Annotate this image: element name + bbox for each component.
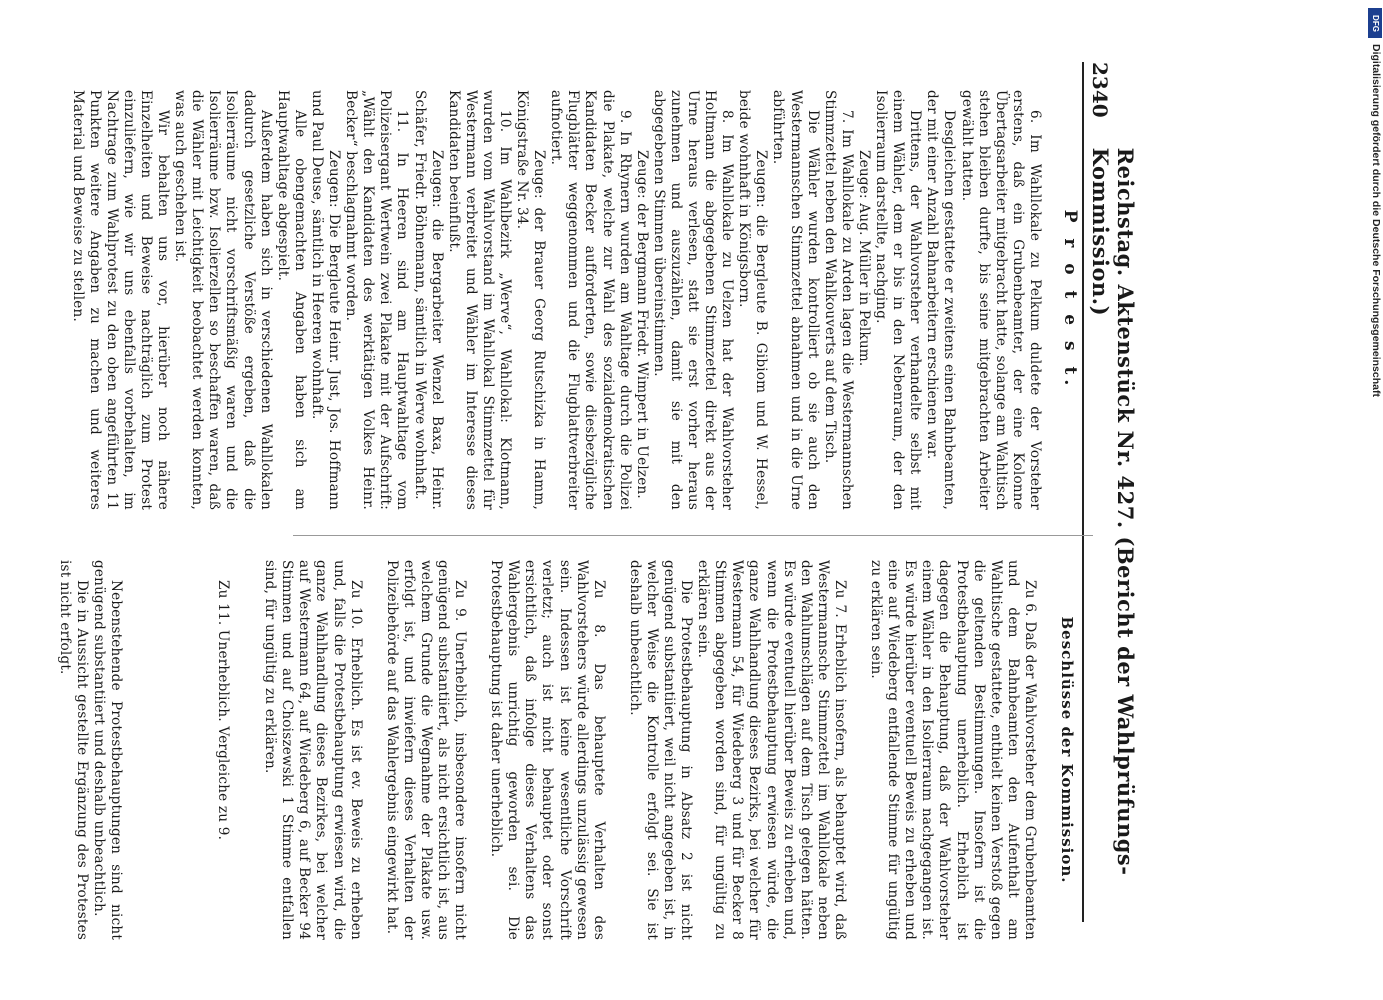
protest-paragraph: 8. Im Wahllokale zu Uelzen hat der Wahlvorsteher Holtmann die abgegebenen Stimmzettel direkt aus der Urne heraus verlesen, statt sie erst vorher heraus zunehmen und auszuzählen, damit sie mit den abgegebenen Stimmen übereinstimmen.	[650, 90, 736, 510]
running-head: Reichstag. Aktenstück Nr. 427. (Bericht der Wahlprüfungs-Kommission.)	[1088, 147, 1138, 876]
resolution-paragraph: Zu 6. Daß der Wahlvorsteher dem Grubenbeamten und dem Bahnbeamten den Aufenthalt am Wahltische gestattete, enthielt keinen Verstoß gegen die geltenden Bestimmungen. Insofern ist die Protestbehauptung unerheblich. Erheblich ist dagegen die Behauptung, daß der Wahlvorsteher einem Wähler in den Isolierraum nachgegangen ist. Es würde hierüber eventuell Beweis zu erheben und eine auf Wiedeberg entfallende Stimme für ungültig zu erklären sein.	[868, 560, 1038, 940]
protest-paragraph: 7. Im Wahllokale zu Arden lagen die Westermannschen Stimmzettel neben den Wahlkouverts auf dem Tisch.	[821, 90, 855, 510]
witness-line: Zeuge: der Bergmann Friedr. Wimpert in Uelzen.	[633, 150, 650, 499]
resolutions-column	[56, 560, 1075, 940]
witness-line: Zeuge: Aug. Müller in Pelkum.	[855, 150, 872, 367]
resolution-paragraph: Zu 8. Das behauptete Verhalten des Wahlvorstehers würde allerdings unzulässig gewesen sein. Indessen ist keine wesentliche Vorschrift verletzt; auch ist nicht behauptet oder sonst ersichtlich, daß infolge dieses Verhaltens das Wahlergebnis unrichtig geworden sei. Die Protestbehauptung ist daher unerheblich.	[488, 560, 607, 940]
resolution-paragraph: Zu 10. Erheblich. Es ist ev. Beweis zu erheben und, falls die Protestbehauptung erwiesen wird, die ganze Wahlhandlung dieses Bezirkes, bei welcher auf Westermann 64, auf Wiedeberg 6, auf Becker 94 Stimmen und auf Choiszewski 1 Stimme entfallen sind, für ungültig zu erklären.	[262, 560, 364, 940]
protest-column	[69, 90, 1078, 510]
protest-paragraph: 9. In Rhynern wurden am Wahltage durch die Polizei die Plakate, welche zur Wahl des sozialdemokratischen Kandidaten Becker aufforderten, sowie diesbezügliche Flugblätter weggenommen und die Flugblattverbreiter aufnotiert.	[548, 90, 633, 510]
header-rule	[1082, 62, 1084, 922]
resolution-paragraph: Die Protestbehauptung in Absatz 2 ist nicht genügend substantiiert, weil nicht angegeben ist, in welcher Weise die Kontrolle erfolgt sei. Sie ist deshalb unbeachtlich.	[626, 560, 695, 940]
resolution-paragraph: Nebenstehende Protestbehauptungen sind nicht genügend substantiiert und deshalb unbeachtlich.	[90, 560, 124, 940]
column-divider	[293, 535, 1093, 536]
protest-paragraph: 10. Im Wahlbezirk „Werve“, Wahllokal: Klotmann, wurden vom Wahlvorstand im Wahllokal Stimmzettel für Westermann verbreitet und Wähler im Interesse dieses Kandidaten beeinflußt.	[445, 90, 513, 510]
resolution-paragraph: Zu 9. Unerheblich, insbesondere insofern nicht genügend substantiiert, als nicht ersichtlich ist, aus welchem Grunde die Wegnahme der Plakate usw. erfolgt ist, und inwiefern dieses Verhalten der Polizeibehörde auf das Wahlergebnis eingewirkt hat.	[383, 560, 469, 940]
protest-paragraph: Desgleichen gestattete er zweitens einen Bahnbeamten, der mit einer Anzahl Bahnarbeitern erschienen war.	[924, 90, 958, 510]
witness-line: Zeugen: die Bergarbeiter Wenzel Baxa, Heinr. Schäfer, Friedr. Böhnemann, sämtlich in Werve wohnhaft.	[411, 90, 445, 510]
page-number: 2340	[1088, 62, 1112, 118]
credit-text: Digitalisierung gefördert durch die Deutsche Forschungsgemeinschaft	[1370, 44, 1382, 397]
protest-paragraph: Außerdem haben sich in verschiedenen Wahllokalen dadurch gesetzliche Verstöße ergeben, daß die Isolierräume nicht vorschriftsmäßig waren und die Isolierräume bzw. Isolierzellen so beschaffen waren, daß die Wähler mit Leichtigkeit beobachtet werden konnten, was auch geschehen ist.	[172, 90, 274, 510]
protest-title: P r o t e s t.	[1060, 209, 1080, 391]
protest-paragraph: 6. Im Wahllokale zu Pelkum duldete der Vorsteher erstens, daß ein Grubenbeamter, der eine Kolonne Übertagsarbeiter mitgebracht hatte, solange am Wahltisch stehen bleiben durfte, bis seine mitgebrachten Arbeiter gewählt hatten.	[958, 90, 1043, 510]
witness-line: Zeugen: die Bergleute B. Gibiom und W. Hessel, beide wohnhaft in Königsborn.	[736, 90, 770, 510]
resolution-paragraph: Die in Aussicht gestellte Ergänzung des Protestes ist nicht erfolgt.	[56, 560, 90, 940]
protest-paragraph: Die Wähler wurden kontrolliert ob sie auch den Westermannschen Stimmzettel abnahmen und in die Urne abführten.	[770, 90, 821, 510]
witness-line: Zeugen: Die Bergleute Heinr. Just, Jos. Hoffmann und Paul Deuse, sämtlich in Heeren wohnhaft.	[308, 90, 343, 510]
dfg-logo-text: DFG	[1370, 14, 1380, 32]
protest-paragraph: 11. In Heeren sind am Hauptwahltage vom Polizeisergant Wertwein zwei Plakate mit der Aufschrift: „Wählt den Kandidaten des werktätigen Volkes Heinr. Becker“ beschlagnahmt worden.	[343, 90, 411, 510]
protest-paragraph: Alle obengemachten Angaben haben sich am Hauptwahltage abgespielt.	[274, 90, 308, 510]
resolution-paragraph: Zu 7. Erheblich insofern, als behauptet wird, daß Westermannsche Stimmzettel im Wahllokale neben den Wahlumschlägen auf dem Tisch gelegen hätten. Es würde eventuell hierüber Beweis zu erheben und, wenn die Protestbehauptung erwiesen würde, die ganze Wahlhandlung dieses Bezirks, bei welcher für Westermann 54, für Wiedeberg 3 und für Becker 8 Stimmen abgegeben worden sind, für ungültig zu erklären sein.	[695, 560, 848, 940]
page-header	[1088, 62, 1138, 922]
protest-paragraph: Wir behalten uns vor, hierüber noch nähere Einzelheiten und Beweise nachträglich zum Protest einzuliefern, wie wir uns ebenfalls vorbehalten, im Nachtrage zum Wahlprotest zu den oben angeführten 11 Punkten weitere Angaben zu machen und weiteres Material und Beweise zu stellen.	[69, 90, 172, 510]
resolution-paragraph: Zu 11. Unerheblich. Vergleiche zu 9.	[215, 580, 232, 841]
digitization-credit	[1368, 10, 1382, 595]
resolutions-title: Beschlüsse der Kommission.	[1058, 616, 1076, 884]
protest-paragraph: Drittens, der Wahlvorsteher verhandelte selbst mit einem Wähler, dem er bis in den Nebenraum, der den Isolierraum darstellte, nachging.	[873, 90, 924, 510]
witness-line: Zeuge: der Brauer Georg Rutschizka in Hamm, Königstraße Nr. 34.	[514, 90, 548, 510]
